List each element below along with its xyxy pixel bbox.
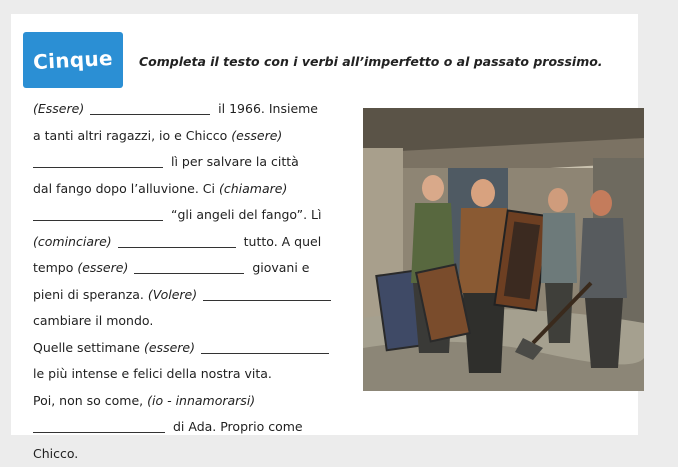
line-text: giovani e — [252, 260, 309, 275]
text-line-2 — [33, 123, 363, 150]
answer-blank-7[interactable] — [201, 339, 329, 354]
text-line-6 — [33, 229, 363, 256]
text-line-11 — [33, 361, 363, 388]
answer-blank-1[interactable] — [90, 100, 210, 115]
line-text: il 1966. Insieme — [218, 101, 318, 116]
exercise-page — [11, 14, 638, 435]
verb-hint: (chiamare) — [219, 181, 287, 196]
line-text: a tanti altri ragazzi, io e Chicco — [33, 128, 227, 143]
exercise-number-label: Cinque — [22, 29, 125, 90]
verb-hint: (Volere) — [148, 287, 197, 302]
text-line-12 — [33, 388, 363, 415]
answer-blank-5[interactable] — [134, 259, 244, 274]
fill-in-text — [33, 96, 363, 467]
text-line-14 — [33, 441, 363, 467]
answer-blank-8[interactable] — [33, 418, 165, 433]
line-text: dal fango dopo l’alluvione. Ci — [33, 181, 215, 196]
text-line-8 — [33, 282, 363, 309]
verb-hint: (io - innamorarsi) — [147, 393, 255, 408]
text-line-9 — [33, 308, 363, 335]
text-line-7 — [33, 255, 363, 282]
verb-hint: (essere) — [77, 260, 128, 275]
mud-angels-illustration — [363, 108, 644, 391]
line-text: le più intense e felici della nostra vita. — [33, 366, 272, 381]
answer-blank-4[interactable] — [118, 233, 236, 248]
answer-blank-2[interactable] — [33, 153, 163, 168]
verb-hint: (cominciare) — [33, 234, 112, 249]
text-line-13 — [33, 414, 363, 441]
exercise-number-badge — [23, 32, 123, 88]
line-text: pieni di speranza. — [33, 287, 144, 302]
line-text: Poi, non so come, — [33, 393, 143, 408]
line-text: tempo — [33, 260, 73, 275]
verb-hint: (Essere) — [33, 101, 84, 116]
verb-hint: (essere) — [231, 128, 282, 143]
line-text: tutto. A quel — [244, 234, 322, 249]
verb-hint: (essere) — [144, 340, 195, 355]
line-text: cambiare il mondo. — [33, 313, 153, 328]
line-text: “gli angeli del fango”. Lì — [171, 207, 322, 222]
text-line-3 — [33, 149, 363, 176]
text-line-4 — [33, 176, 363, 203]
illustration-drawing — [363, 108, 644, 391]
exercise-instruction: Completa il testo con i verbi all’imperfetto o al passato prossimo. — [139, 54, 603, 69]
text-line-10 — [33, 335, 363, 362]
text-line-1 — [33, 96, 363, 123]
line-text: Chicco. — [33, 446, 78, 461]
line-text: di Ada. Proprio come — [173, 419, 303, 434]
answer-blank-3[interactable] — [33, 206, 163, 221]
line-text: lì per salvare la città — [171, 154, 299, 169]
line-text: Quelle settimane — [33, 340, 140, 355]
answer-blank-6[interactable] — [203, 286, 331, 301]
text-line-5 — [33, 202, 363, 229]
